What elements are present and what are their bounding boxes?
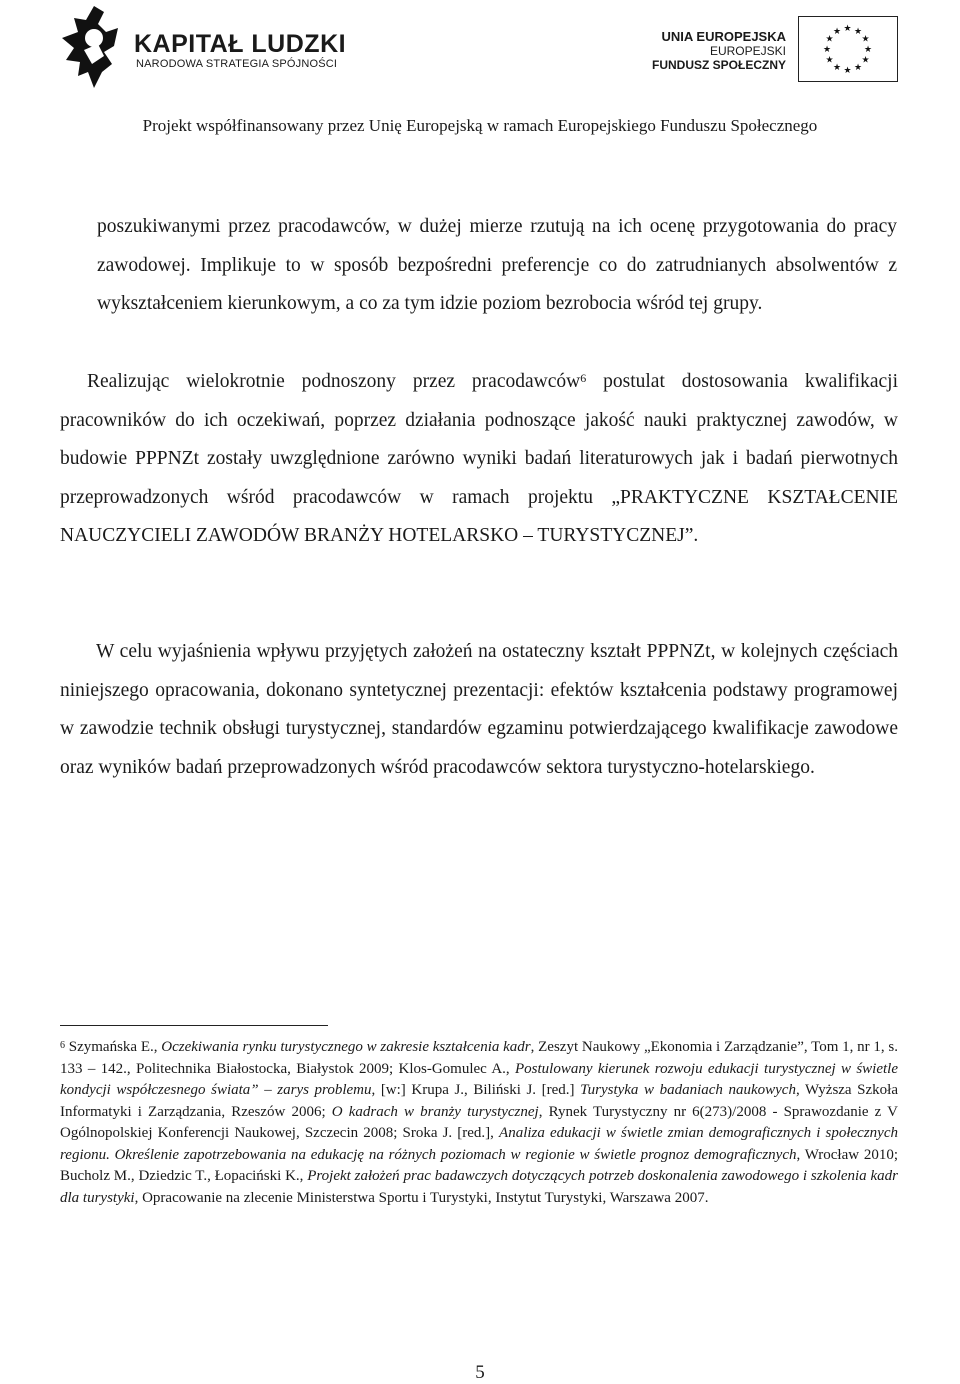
kapital-ludzki-logo <box>54 2 354 92</box>
project-cofinance-line: Projekt współfinansowany przez Unię Europejską w ramach Europejskiego Funduszu Społecznego <box>142 116 818 135</box>
kapital-ludzki-emblem-icon <box>54 2 132 92</box>
svg-text:★: ★ <box>843 66 852 76</box>
kl-subtitle: NARODOWA STRATEGIA SPÓJNOŚCI <box>136 58 338 70</box>
eu-stars-icon <box>799 17 896 80</box>
svg-text:★: ★ <box>822 45 832 55</box>
paragraph-3-text: W celu wyjaśnienia wpływu przyjętych założeń na ostateczny kształt PPPNZt, w kolejnych częściach niniejszego opracowania, dokonano syntetycznej prezentacji: efektów kształcenia podstawy programowej w zawodzie technik obsługi turystycznej, standardów egzaminu potwierdzającego kwalifikacje zawodowe oraz wyników badań przeprowadzonych wśród pracodawców sektora turystyczno-hotelarskiego. <box>60 641 898 778</box>
footnote-6 <box>60 1037 898 1209</box>
svg-text:★: ★ <box>861 34 870 45</box>
svg-text:★: ★ <box>853 27 863 37</box>
svg-text:★: ★ <box>832 63 842 73</box>
page-number: 5 <box>475 1362 485 1383</box>
svg-text:★: ★ <box>863 45 873 55</box>
footnote-text: , Rynek Turystyczny nr 6(273)/2008 - Sprawozdanie z V Ogólnopolskiej Konferencji Naukowej, Szczecin 2008; Sroka J. [red.], <box>60 1103 899 1141</box>
eu-line1: UNIA EUROPEJSKA <box>661 29 786 44</box>
footnote-title: O kadrach w branży turystycznej <box>331 1103 539 1120</box>
svg-text:★: ★ <box>853 63 863 73</box>
footnote-ref-6: 6 <box>580 371 587 385</box>
eu-logo <box>638 14 898 84</box>
footnote-text: , Wyższa Szkoła Informatyki i Zarządzania, Rzeszów 2006; <box>60 1082 898 1120</box>
kl-title: KAPITAŁ LUDZKI <box>134 30 347 58</box>
footnote-title: Projekt założeń prac badawczych dotyczących potrzeb doskonalenia zawodowego i szkolenia kadr dla turystyki <box>60 1168 898 1206</box>
paragraph-3 <box>60 633 898 787</box>
svg-text:★: ★ <box>861 55 870 66</box>
footnote-text: , Wrocław 2010; Bucholz M., Dziedzic T., Łopaciński K., <box>60 1146 898 1184</box>
footnote-text: , Opracowanie na zlecenie Ministerstwa Sportu i Turystyki, Instytut Turystyki, Warszawa 2007. <box>134 1189 709 1206</box>
paragraph-1: poszukiwanymi przez pracodawców, w dużej mierze rzutują na ich ocenę przygotowania do pracy zawodowej. Implikuje to w sposób bezpośredni preferencje co do zatrudnianych absolwentów z wykształceniem kierunkowym, a co za tym idzie poziom bezrobocia wśród tej grupy. <box>97 216 897 314</box>
eu-line2: EUROPEJSKI <box>709 44 786 58</box>
footnote-text: Szymańska E., <box>65 1039 162 1055</box>
svg-text:★: ★ <box>832 27 842 37</box>
svg-text:★: ★ <box>843 24 852 34</box>
footnote-title: Analiza edukacji w świetle zmian demograficznych i społecznych regionu. Określenie zapotrzebowania na edukację na różnych poziomach w regionie w świetle prognoz demograficznych <box>60 1125 898 1163</box>
footnote-text: , [w:] Krupa J., Biliński J. [red.] <box>371 1082 581 1098</box>
eu-flag-icon <box>798 16 898 82</box>
eu-line3: FUNDUSZ SPOŁECZNY <box>651 58 786 72</box>
paragraph-2 <box>60 363 898 556</box>
footnote-number: 6 <box>60 1040 65 1051</box>
footnote-title: Turystyka w badaniach naukowych <box>580 1082 796 1098</box>
footnote-separator <box>60 1025 328 1026</box>
svg-text:★: ★ <box>825 34 834 45</box>
svg-text:★: ★ <box>825 55 834 66</box>
eu-text <box>652 30 786 72</box>
paragraph-2-rest: postulat dostosowania kwalifikacji pracowników do ich oczekiwań, poprzez działania podnoszące jakość nauki praktycznej zawodów, w budowie PPPNZt zostały uwzględnione zarówno wyniki badań literaturowych jak i badań pierwotnych przeprowadzonych wśród pracodawców w ramach projektu „PRAKTYCZNE KSZTAŁCENIE NAUCZYCIELI ZAWODÓW BRANŻY HOTELARSKO – TURYSTYCZNEJ”. <box>60 371 898 546</box>
paragraph-2-start: Realizując wielokrotnie podnoszony przez pracodawców <box>87 371 581 392</box>
footnote-title: Postulowany kierunek rozwoju edukacji turystycznej w świetle kondycji współczesnego świata” – zarys problemu <box>60 1060 899 1098</box>
footnote-title: Oczekiwania rynku turystycznego w zakresie kształcenia kadr <box>161 1039 531 1055</box>
footnote-text: , Zeszyt Naukowy „Ekonomia i Zarządzanie”, Tom 1, nr 1, s. 133 – 142., Politechnika Białostocka, Białystok 2009; Klos-Gomulec A., <box>60 1039 898 1077</box>
